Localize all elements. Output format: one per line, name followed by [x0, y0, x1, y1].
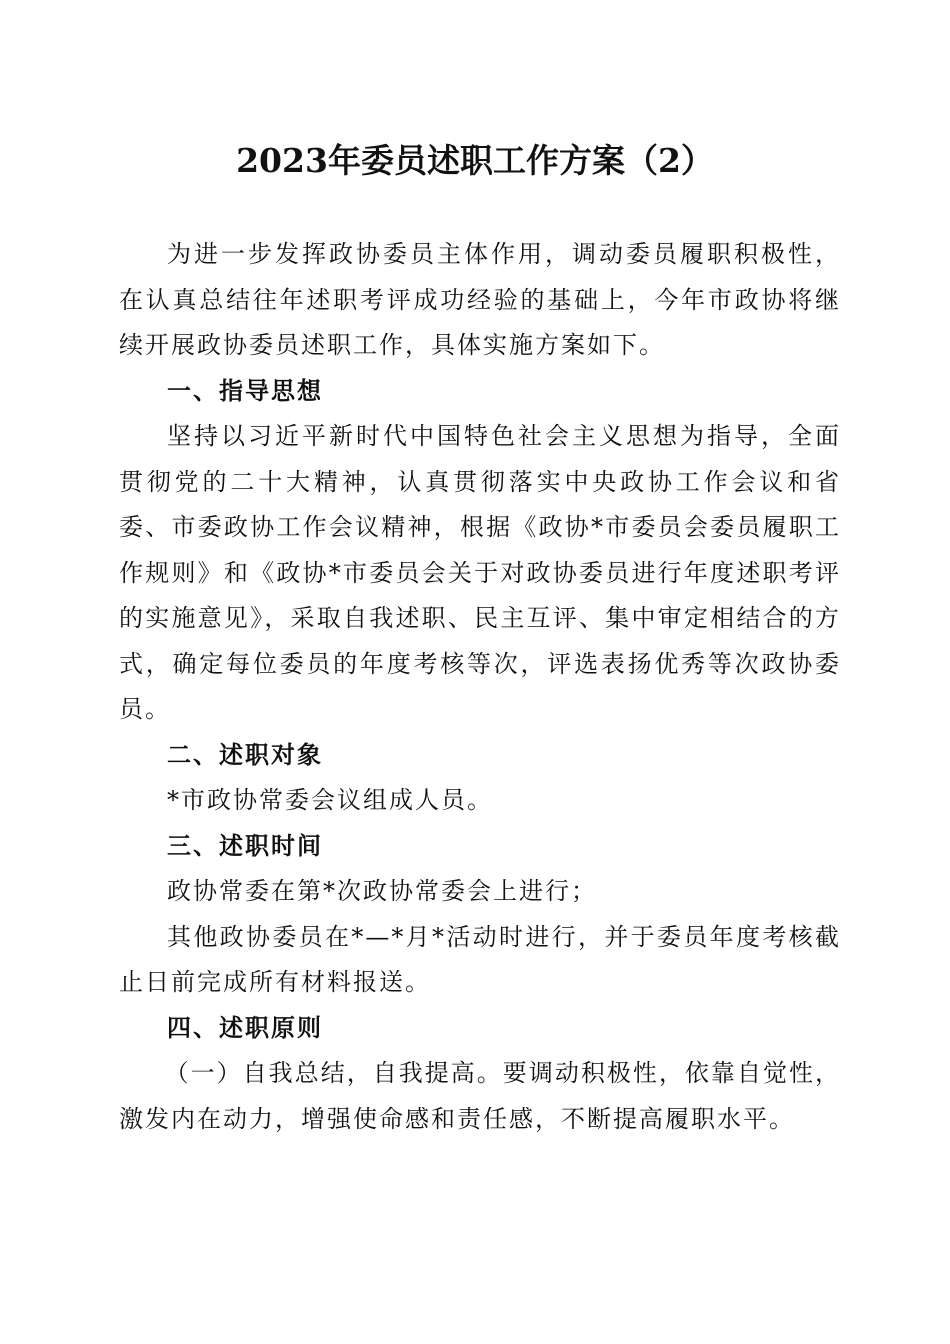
section-heading-guiding-ideology: 一、指导思想 — [167, 376, 323, 405]
section-paragraph-report-time-others: 其他政协委员在*—*月*活动时进行，并于委员年度考核截止日前完成所有材料报送。 — [119, 922, 841, 996]
intro-paragraph: 为进一步发挥政协委员主体作用，调动委员履职积极性，在认真总结往年述职考评成功经验的基础上，今年市政协将继续开展政协委员述职工作，具体实施方案如下。 — [119, 240, 841, 359]
section-paragraph-report-subjects: *市政协常委会议组成人员。 — [167, 786, 493, 814]
section-heading-report-time: 三、述职时间 — [167, 831, 323, 860]
section-heading-report-subjects: 二、述职对象 — [167, 740, 323, 769]
section-heading-report-principles: 四、述职原则 — [167, 1013, 323, 1042]
document-body — [119, 232, 841, 1142]
section-paragraph-guiding-ideology: 坚持以习近平新时代中国特色社会主义思想为指导，全面贯彻党的二十大精神，认真贯彻落实中央政协工作会议和省委、市委政协工作会议精神，根据《政协*市委员会委员履职工作规则》和《政协*市委员会关于对政协委员进行年度述职考评的实施意见》，采取自我述职、民主互评、集中审定相结合的方式，确定每位委员的年度考核等次，评选表扬优秀等次政协委员。 — [119, 422, 841, 723]
section-paragraph-report-time-standing: 政协常委在第*次政协常委会上进行； — [167, 877, 597, 905]
document-title: 2023年委员述职工作方案（2） — [236, 141, 714, 180]
section-paragraph-principle-one: （一）自我总结，自我提高。要调动积极性，依靠自觉性，激发内在动力，增强使命感和责任感，不断提高履职水平。 — [119, 1059, 841, 1133]
